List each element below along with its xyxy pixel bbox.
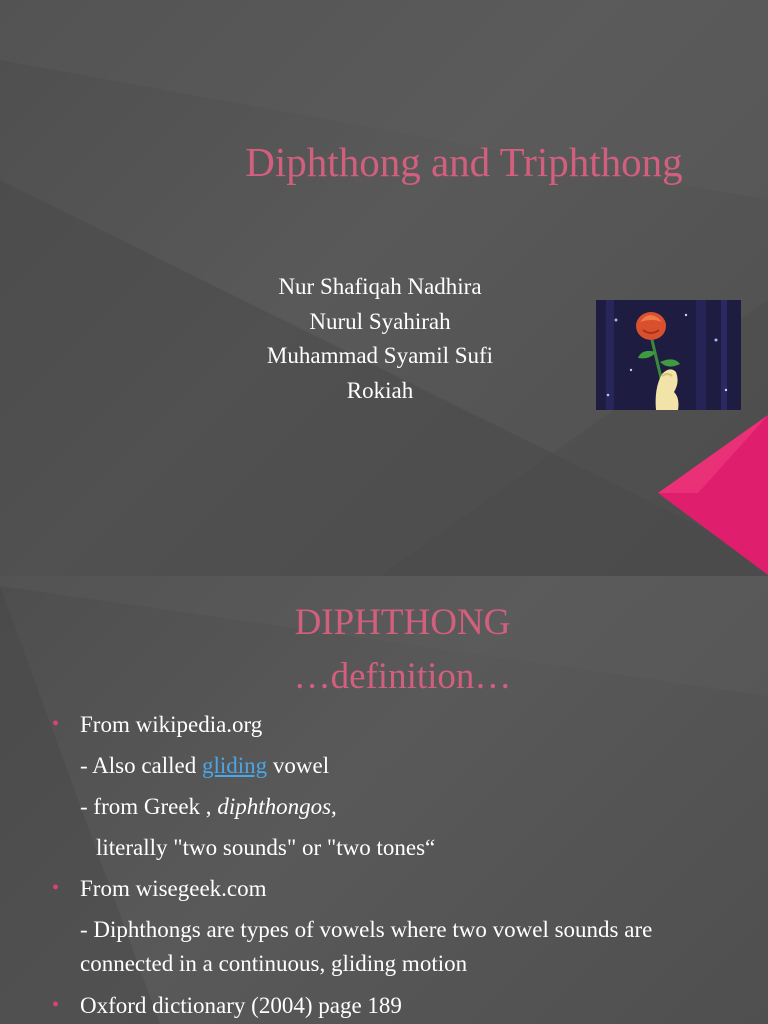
author-name: Rokiah (346, 377, 414, 403)
slide-title: Diphthong and Triphthong (245, 139, 683, 185)
author-name: Nurul Syahirah (309, 308, 451, 334)
author-name: Nur Shafiqah Nadhira (278, 274, 482, 299)
definition-slide (0, 576, 768, 1024)
accent-triangle (658, 415, 768, 575)
text-fragment: , (331, 794, 337, 819)
source-label: From wisegeek.com (80, 876, 267, 901)
definition-list (50, 704, 750, 1024)
rose-in-hand-image (596, 300, 741, 410)
title-line-2: …definition… (293, 656, 512, 697)
greek-term: diphthongos (217, 794, 332, 819)
text-fragment: vowel (267, 753, 330, 778)
bullet-dot-icon: • (52, 877, 60, 899)
title-line-1: DIPHTHONG (294, 602, 511, 643)
text-fragment: - Also called (80, 753, 202, 778)
list-item (50, 985, 750, 1024)
source-label: From wikipedia.org (80, 712, 263, 737)
list-item (50, 786, 750, 827)
list-item (50, 704, 750, 745)
author-name: Muhammad Syamil Sufi (266, 343, 494, 368)
text-fragment: - from Greek , (80, 794, 218, 819)
bullet-dot-icon: • (52, 713, 60, 735)
list-item: - Diphthongs are types of vowels where two vowel sounds are connected in a continuous, gliding motion (80, 917, 653, 976)
source-label: Oxford dictionary (2004) page 189 (80, 993, 402, 1018)
list-item: literally "two sounds" or "two tones“ (96, 835, 436, 860)
slide-title (0, 596, 768, 704)
list-item (50, 745, 750, 786)
gliding-link[interactable]: gliding (202, 753, 268, 778)
list-item (50, 868, 750, 909)
bullet-dot-icon: • (52, 994, 60, 1016)
author-list (200, 270, 560, 408)
